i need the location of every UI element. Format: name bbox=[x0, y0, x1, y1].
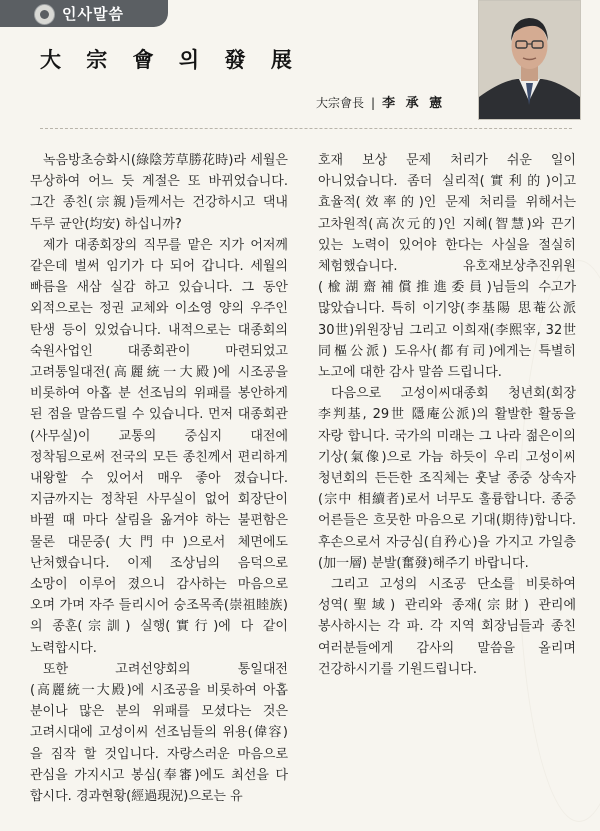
section-tab-label: 인사말씀 bbox=[62, 5, 124, 23]
section-tab bbox=[0, 0, 168, 27]
article-title: 大 宗 會 의 發 展 bbox=[40, 47, 301, 72]
body-paragraph: 또한 고려선양회의 통일대전(高麗統一大殿)에 시조공을 비롯하여 아홉 분이나 많은 분의 위패를 모셨다는 것은 고려시대에 고성이씨 선조님들의 위용(偉容)을 짐작 할 것입니다. 자랑스러운 마음으로 관심을 가지시고 봉심(奉審)에도 최선을 다 합시다. 경과현황(經過現況)으로는 유 bbox=[30, 661, 288, 805]
body-paragraph: 다음으로 고성이씨대종회 청년회(회장 李判基, 29世 隱庵公派)의 활발한 활동을 자랑 합니다. 국가의 미래는 그 나라 젊은이의 기상(氣像)으로 가늠 하듯이 우리 고성이씨 청년회의 든든한 조직체는 훗날 종중 상속자(宗中 相續者)로서 너무도 훌륭합니다. 종중 어른들은 흐뭇한 마음으로 기대(期待)합니다. 후손으로서 자긍심(自矜心)을 가지고 가일층(加一層) 분발(奮發)해주기 바랍니다. bbox=[318, 386, 576, 571]
body-paragraph: 제가 대종회장의 직무를 맡은 지가 어저께 같은데 벌써 임기가 다 되어 갑니다. 세월의 빠름을 새삼 실감 하고 있습니다. 그 동안 외적으로는 정권 교체와 이소영 양의 우주인 탄생 등이 있었습니다. 내적으로는 대종회의 숙원사업인 대종회관이 마련되었고 고려통일대전(高麗統一大殿)에 시조공을 비롯하여 아홉 분 선조님의 위패를 봉안하게 된 점을 말씀드릴 수 있습니다. 먼저 대종회관(사무실)이 교통의 중심지 대전에 정착됨으로써 전국의 모든 종친께서 편리하게 내왕할 수 있어서 매우 좋아 졌습니다. 지금까지는 정착된 사무실이 없어 회장단이 바뀔 때 마다 살림을 옮겨야 하는 불편함은 물론 대문중(大門中)으로서 체면에도 난처했습니다. 이제 조상님의 음덕으로 소망이 이루어 졌으니 감사하는 마음으로 오며 가며 자주 들리시어 숭조목족(崇祖睦族)의 종훈(宗訓) 실행(實行)에 다 같이 노력합시다. bbox=[30, 237, 288, 656]
person-portrait-icon bbox=[479, 1, 580, 119]
body-paragraph: 녹음방초승화시(綠陰芳草勝花時)라 세월은 무상하여 어느 듯 계절은 또 바뀌었습니다. 그간 종친(宗親)들께서는 건강하시고 댁내 두루 균안(均安) 하십니까? bbox=[30, 153, 288, 232]
body-column-right bbox=[318, 150, 576, 680]
rosette-icon bbox=[34, 4, 55, 25]
header-divider bbox=[40, 128, 572, 129]
author-role: 大宗會長 bbox=[316, 96, 365, 110]
body-paragraph: 그리고 고성의 시조공 단소를 비롯하여 성역(聖域) 관리와 종재(宗財) 관리에 봉사하시는 각 파. 각 지역 회장님들과 종친 여러분들에게 감사의 말씀을 올리며 건강하시기를 기원드립니다. bbox=[318, 577, 576, 677]
byline-separator: | bbox=[371, 96, 376, 110]
body-column-left bbox=[30, 150, 288, 807]
author-name: 李 承 憲 bbox=[382, 96, 446, 111]
author-portrait bbox=[478, 0, 581, 120]
author-byline bbox=[316, 92, 445, 111]
body-paragraph: 호재 보상 문제 처리가 쉬운 일이 아니었습니다. 좀더 실리적(實利的)이고 효율적(效率的)인 문제 처리를 위해서는 고차원적(高次元的)인 지혜(智慧)와 끈기 있는 노력이 있어야 한다는 사실을 절실히 체험했습니다. 유호재보상추진위원(楡湖齋補償推進委員)님들의 수고가 많았습니다. 특히 이기양(李基陽 思菴公派 30世)위원장님 그리고 이희재(李熙宰, 32世 同樞公派) 도유사(都有司)에게는 특별히 노고에 대한 감사 말씀 드립니다. bbox=[318, 153, 576, 381]
